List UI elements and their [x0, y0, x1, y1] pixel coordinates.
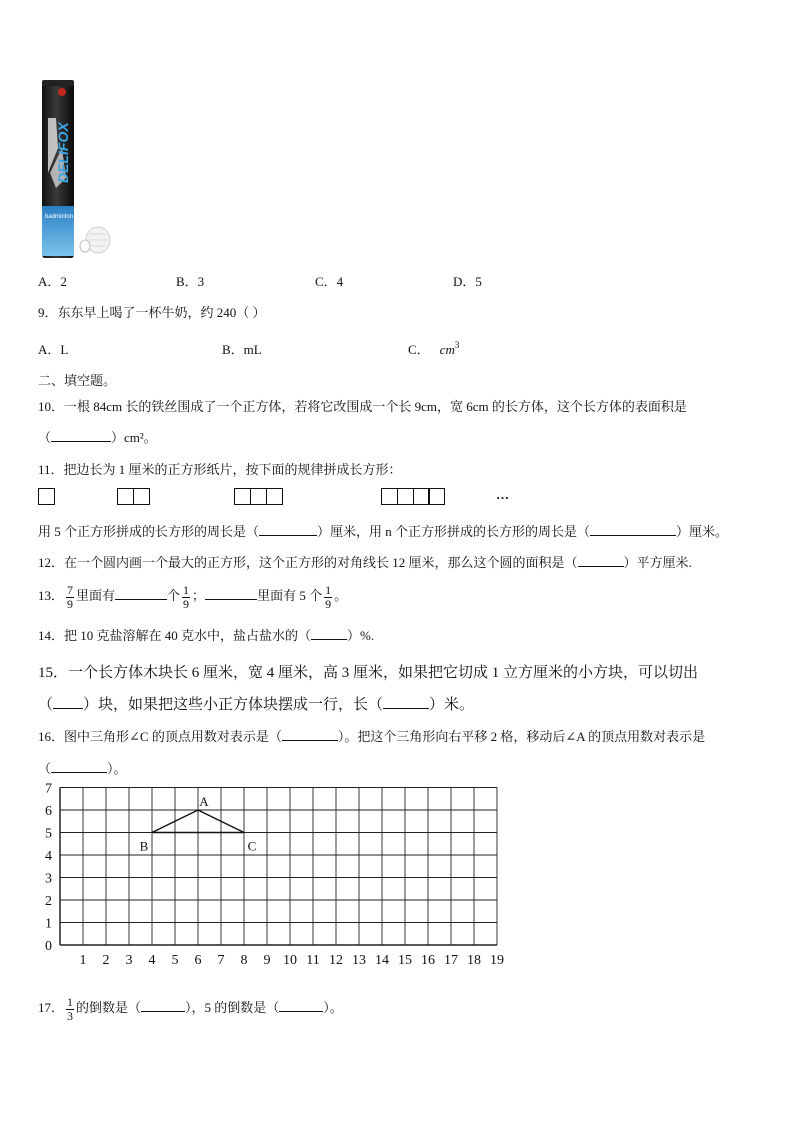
fraction-numerator: 1: [67, 994, 74, 1009]
square-pattern-2: [117, 488, 150, 505]
q15-text-b: ）块，如果把这些小正方体块摆成一行，长（: [83, 697, 384, 713]
q12-line: [38, 552, 692, 571]
q11-ellipsis: …: [496, 487, 509, 502]
q13-number: 13．: [38, 588, 65, 603]
q10-line2: [38, 427, 157, 446]
x-tick-label: 12: [329, 953, 343, 968]
x-tick-label: 18: [467, 953, 481, 968]
x-tick-label: 7: [217, 953, 225, 968]
q17-answer-blank-1[interactable]: [141, 999, 185, 1012]
y-tick-label: 6: [45, 804, 52, 819]
q13-text-2: 个: [167, 588, 181, 603]
q15-line2: [38, 693, 474, 714]
q11-answer-blank-1[interactable]: [259, 523, 317, 536]
section-title: 二、填空题。: [38, 373, 117, 388]
unit-square: [266, 488, 283, 505]
q13-text-5: 。: [334, 588, 348, 603]
fraction-denominator: 3: [67, 1008, 74, 1023]
unit-square: [397, 488, 414, 505]
coordinate-grid: [30, 782, 510, 972]
q14-line: [38, 625, 374, 644]
q16-text-d: ）。: [107, 761, 127, 776]
q9-option-c-label: C．: [408, 342, 430, 357]
x-tick-label: 14: [375, 953, 389, 968]
x-tick-label: 9: [263, 953, 271, 968]
q9-option-a[interactable]: A．L: [38, 342, 69, 357]
unit-square: [428, 488, 445, 505]
x-tick-label: 8: [240, 953, 248, 968]
q9-option-b[interactable]: B．mL: [222, 342, 262, 357]
y-tick-label: 7: [45, 782, 52, 797]
q11-line2-a: 用 5 个正方形拼成的长方形的周长是（: [38, 524, 260, 539]
shuttlecock-tube-image: [36, 78, 112, 260]
fraction-numerator: 7: [67, 582, 74, 597]
q13-text-1: 里面有: [76, 588, 116, 603]
unit-square: [250, 488, 267, 505]
q8-option-b[interactable]: B．3: [176, 274, 205, 289]
q16-answer-blank-2[interactable]: [51, 760, 107, 773]
x-tick-label: 5: [171, 953, 179, 968]
square-pattern-1: [38, 488, 55, 505]
q13-fraction-3: [324, 584, 332, 611]
q15-text-c: ）米。: [429, 697, 475, 713]
q17-text-2: ），5 的倒数是（: [185, 1000, 280, 1015]
q11-line2-b: ）厘米，用 n 个正方形拼成的长方形的周长是（: [317, 524, 591, 539]
q16-line2: [38, 758, 127, 777]
q17-line: [38, 990, 343, 1026]
q17-answer-blank-2[interactable]: [279, 999, 323, 1012]
q13-line: [38, 578, 347, 614]
q11-line1: 11．把边长为 1 厘米的正方形纸片，按下面的规律拼成长方形：: [38, 462, 402, 477]
q13-answer-blank-1[interactable]: [115, 587, 167, 600]
q16-text-b: ）。把这个三角形向右平移 2 格，移动后∠A 的顶点用数对表示是: [337, 729, 706, 744]
q15-text-a: （: [38, 697, 54, 713]
q15-answer-blank-1[interactable]: [53, 696, 83, 709]
q10-line1: 10．一根 84cm 长的铁丝围成了一个正方体，若将它改围成一个长 9cm，宽 6cm 的长方体，这个长方体的表面积是: [38, 399, 687, 414]
unit-square: [117, 488, 134, 505]
q12-text-b: ）平方厘米.: [623, 555, 692, 570]
q12-text-a: 12．在一个圆内画一个最大的正方形，这个正方形的对角线长 12 厘米，那么这个圆的面积是（: [38, 555, 578, 570]
q13-text-4: 里面有 5 个: [257, 588, 323, 603]
y-tick-label: 2: [45, 894, 52, 909]
q14-text-a: 14．把 10 克盐溶解在 40 克水中，盐占盐水的（: [38, 628, 312, 643]
q8-option-d[interactable]: D．5: [453, 274, 482, 289]
q8-option-a[interactable]: A．2: [38, 274, 67, 289]
q16-answer-blank-1[interactable]: [282, 728, 338, 741]
x-tick-label: 17: [444, 953, 458, 968]
y-tick-label: 5: [45, 826, 52, 842]
tube-sub-text: badminton: [45, 214, 74, 220]
vertex-label-c: C: [247, 838, 257, 854]
unit-square: [413, 488, 430, 505]
fraction-denominator: 9: [183, 596, 190, 611]
q13-fraction-2: [182, 584, 190, 611]
vertex-label-a: A: [199, 794, 209, 809]
q14-answer-blank[interactable]: [311, 627, 347, 640]
q10-close-text: ）cm²。: [111, 430, 157, 445]
unit-square: [133, 488, 150, 505]
q16-text-c: （: [38, 761, 52, 776]
q13-fraction-1: [66, 584, 74, 611]
q13-answer-blank-2[interactable]: [205, 587, 257, 600]
unit-square: [381, 488, 398, 505]
q16-line1: [38, 726, 705, 745]
x-tick-label: 13: [352, 953, 366, 968]
x-tick-label: 11: [306, 953, 320, 968]
fraction-numerator: 1: [325, 582, 332, 597]
vertex-label-b: B: [139, 838, 149, 854]
q13-text-3: ；: [192, 588, 206, 603]
x-tick-label: 19: [490, 953, 504, 968]
x-tick-label: 16: [421, 953, 435, 968]
q11-line2: [38, 521, 728, 540]
q9-stem: 9．东东早上喝了一杯牛奶，约 240（ ）: [38, 305, 266, 320]
x-tick-label: 6: [194, 953, 202, 968]
q10-answer-blank[interactable]: [51, 429, 111, 442]
q17-text-3: ）。: [323, 1000, 343, 1015]
q17-text-1: 的倒数是（: [76, 1000, 142, 1015]
q16-text-a: 16．图中三角形∠C 的顶点用数对表示是（: [38, 729, 282, 744]
fraction-denominator: 9: [325, 596, 332, 611]
square-pattern-3: [234, 488, 283, 505]
square-pattern-4: [381, 488, 445, 505]
x-tick-label: 2: [102, 953, 110, 968]
tube-brand-text: DELIFOX: [55, 122, 71, 183]
shuttlecock-tube-icon: [36, 78, 112, 260]
unit-square: [234, 488, 251, 505]
q12-answer-blank[interactable]: [578, 554, 624, 567]
y-tick-label: 3: [45, 871, 52, 887]
q15-line1: 15．一个长方体木块长 6 厘米，宽 4 厘米，高 3 厘米，如果把它切成 1 立方厘米的小方块，可以切出: [38, 665, 699, 681]
q9-option-c-exp: 3: [454, 340, 460, 350]
q9-option-c-unit: cm: [439, 342, 455, 357]
q17-number: 17．: [38, 1000, 65, 1015]
y-tick-label: 4: [45, 849, 52, 864]
x-tick-label: 1: [79, 953, 87, 968]
q8-option-c[interactable]: C．4: [315, 274, 344, 289]
x-tick-label: 3: [125, 953, 133, 968]
q11-line2-c: ）厘米。: [676, 524, 729, 539]
q11-answer-blank-2[interactable]: [590, 523, 676, 536]
unit-square: [38, 488, 55, 505]
x-tick-label: 4: [148, 953, 156, 968]
q9-option-c[interactable]: [408, 339, 459, 358]
q17-fraction: [66, 996, 74, 1023]
q15-answer-blank-2[interactable]: [383, 696, 429, 709]
fraction-denominator: 9: [67, 596, 74, 611]
x-tick-label: 15: [398, 953, 412, 968]
q10-open-paren: （: [38, 430, 52, 445]
fraction-numerator: 1: [183, 582, 190, 597]
q14-text-b: ）%.: [347, 628, 375, 643]
y-tick-label: 0: [45, 939, 52, 954]
x-tick-label: 10: [283, 953, 297, 968]
y-tick-label: 1: [45, 916, 52, 932]
